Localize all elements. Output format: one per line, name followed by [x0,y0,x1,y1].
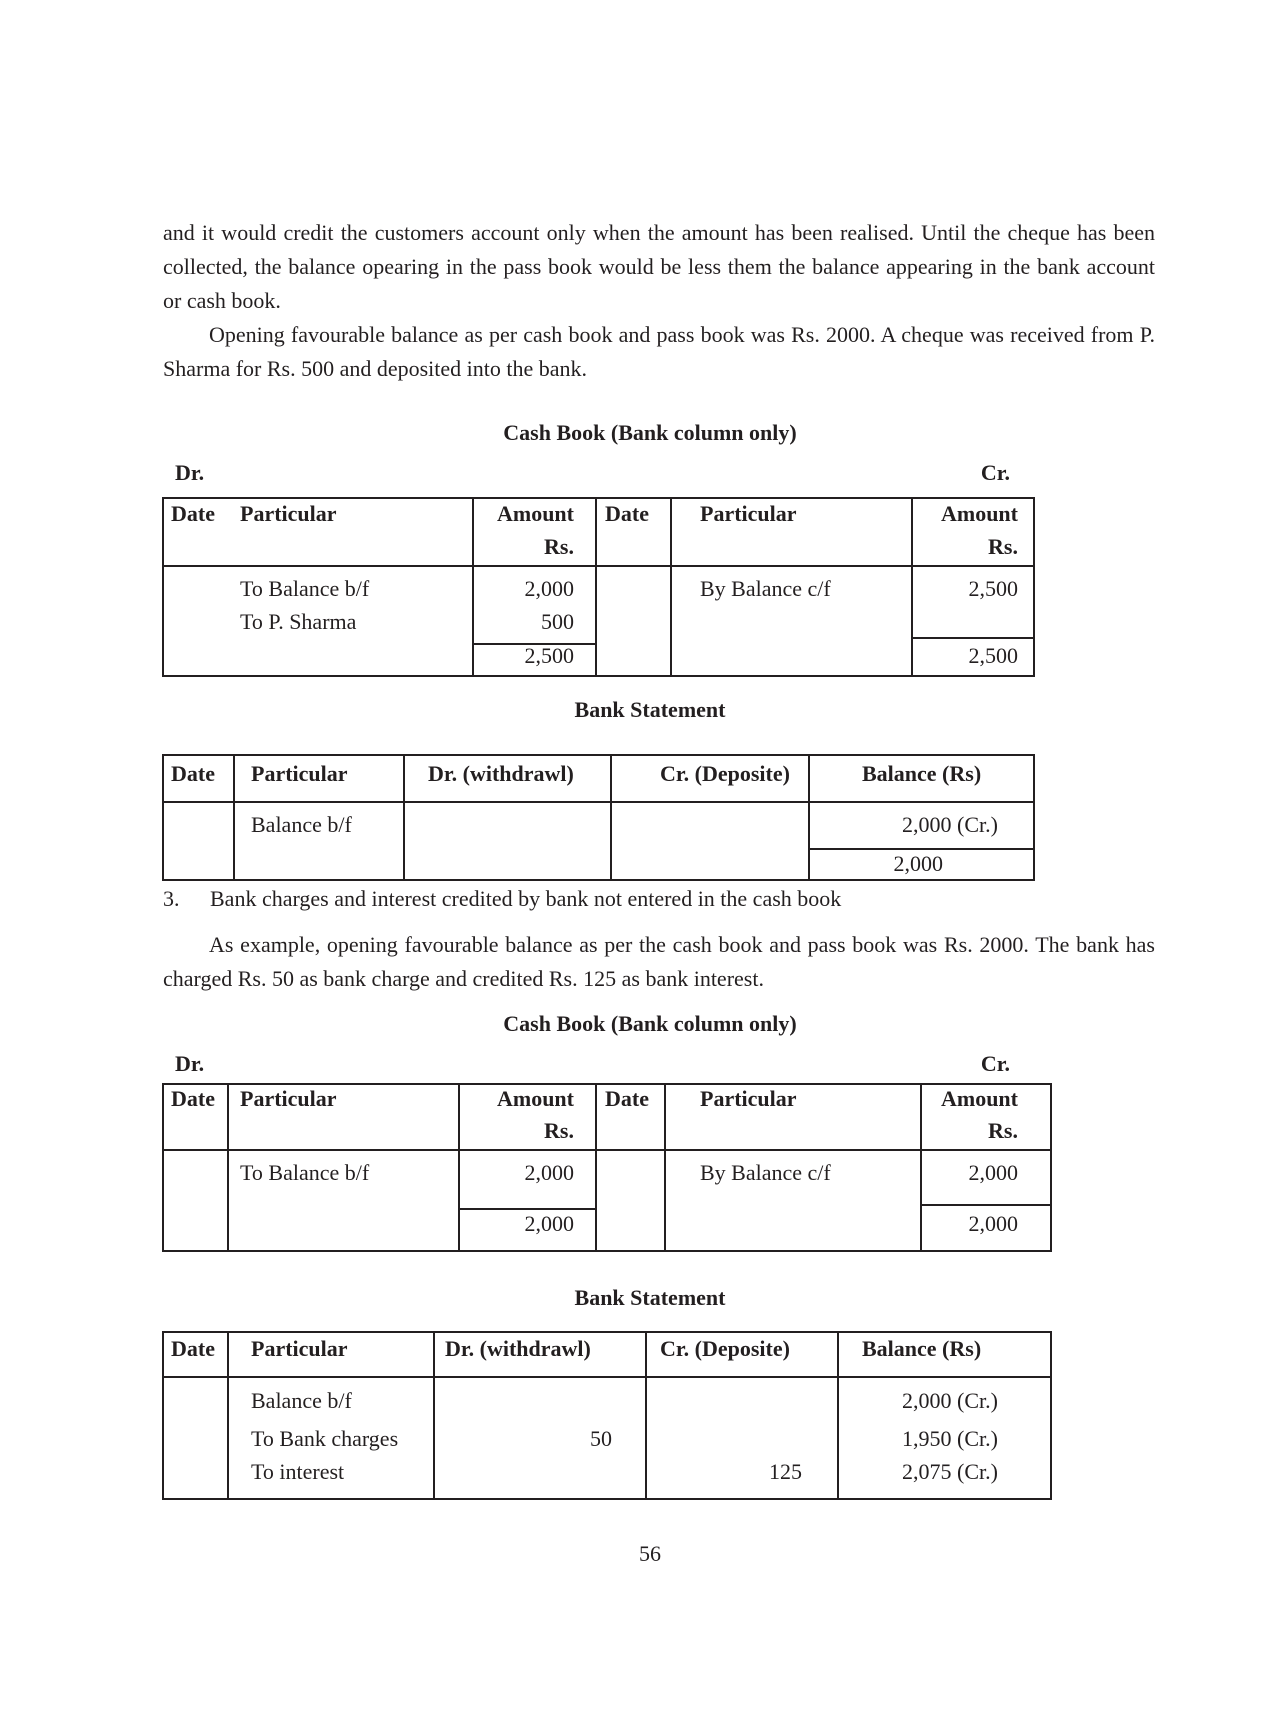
header-rs-cr: Rs. [988,534,1018,559]
header-date-dr: Date [171,501,215,526]
header-particular-dr: Particular [240,1086,337,1111]
header-amount-cr: Amount [940,501,1018,526]
bank-statement-2-title: Bank Statement [574,1285,726,1310]
table-row-amount: 2,000 [524,1160,574,1185]
header-rs-cr: Rs. [988,1118,1018,1143]
item-3-number: 3. [163,886,180,911]
table-row-particular: By Balance c/f [700,1160,831,1185]
table-row-amount: 500 [541,609,574,634]
cash-book-2-cr: Cr. [980,1051,1010,1076]
table-row-particular: Balance b/f [251,812,352,837]
item-3-text: Bank charges and interest credited by bank not entered in the cash book [210,886,842,911]
header-amount-dr: Amount [496,1086,574,1111]
table-row-amount: 2,000 [968,1160,1018,1185]
header-date-cr: Date [605,1086,649,1111]
table-row-amount: 2,000 [524,576,574,601]
header-rs-dr: Rs. [544,1118,574,1143]
header-date: Date [171,1336,215,1361]
table-row-balance: 2,000 (Cr.) [902,1388,998,1413]
cash-book-1-cr: Cr. [980,460,1010,485]
header-cr-deposite: Cr. (Deposite) [660,1336,790,1361]
debit-total: 2,500 [524,643,574,668]
table-row-particular: Balance b/f [251,1388,352,1413]
table-row-dr: 50 [590,1426,612,1451]
cash-book-1-dr: Dr. [175,460,205,485]
table-row-particular: To Balance b/f [240,576,370,601]
header-date-dr: Date [171,1086,215,1111]
header-particular-cr: Particular [700,501,797,526]
table-row-amount: 2,500 [968,576,1018,601]
header-cr-deposite: Cr. (Deposite) [660,761,790,786]
paragraph-2: Opening favourable balance as per cash book and pass book was Rs. 2000. A cheque was received from P. Sharma for Rs. 500 and deposited into the bank. [163,322,1155,381]
header-balance: Balance (Rs) [862,761,982,786]
header-amount-cr: Amount [940,1086,1018,1111]
header-amount-dr: Amount [496,501,574,526]
page-number: 56 [639,1541,661,1566]
header-particular-cr: Particular [700,1086,797,1111]
table-row-particular: To interest [251,1459,345,1484]
header-particular: Particular [251,761,348,786]
credit-total: 2,500 [968,643,1018,668]
cash-book-2-dr: Dr. [175,1051,205,1076]
table-row-cr: 125 [769,1459,802,1484]
header-particular-dr: Particular [240,501,337,526]
table-row-balance: 2,000 (Cr.) [902,812,998,837]
header-dr-withdrawl: Dr. (withdrawl) [428,761,574,786]
table-row-balance: 2,075 (Cr.) [902,1459,998,1484]
header-rs-dr: Rs. [544,534,574,559]
paragraph-3: As example, opening favourable balance as per the cash book and pass book was Rs. 2000. The bank has charged Rs. 50 as bank charge and credited Rs. 125 as bank interest. [163,932,1155,991]
table-row-particular: To Bank charges [251,1426,399,1451]
cash-book-2-title: Cash Book (Bank column only) [503,1011,797,1036]
bank-statement-1-title: Bank Statement [574,697,726,722]
header-date: Date [171,761,215,786]
debit-total: 2,000 [524,1211,574,1236]
header-particular: Particular [251,1336,348,1361]
header-dr-withdrawl: Dr. (withdrawl) [445,1336,591,1361]
paragraph-3-block [163,928,1155,996]
paragraph-1: and it would credit the customers account only when the amount has been realised. Until the cheque has been collected, the balance opearing in the pass book would be less them the balance appearing in the bank account or cash book. [163,220,1155,313]
credit-total: 2,000 [968,1211,1018,1236]
cash-book-1-title: Cash Book (Bank column only) [503,420,797,445]
table-row-particular: To Balance b/f [240,1160,370,1185]
header-balance: Balance (Rs) [862,1336,982,1361]
table-row-particular: To P. Sharma [240,609,357,634]
balance-total: 2,000 [893,851,943,876]
table-row-particular: By Balance c/f [700,576,831,601]
table-row-balance: 1,950 (Cr.) [902,1426,998,1451]
header-date-cr: Date [605,501,649,526]
intro-text [163,216,1155,386]
